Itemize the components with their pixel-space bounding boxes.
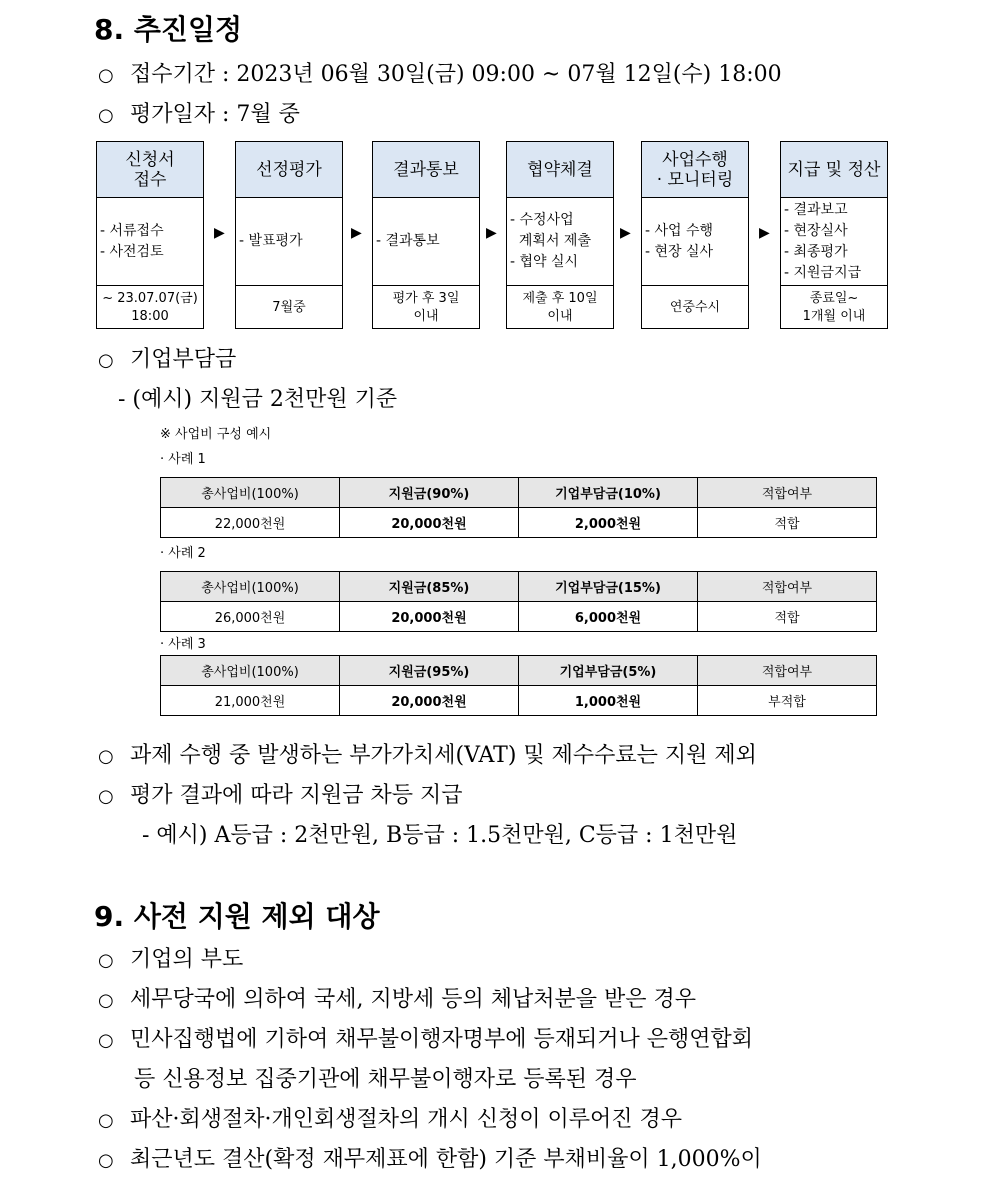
bullet-circle: ○ <box>98 990 114 1011</box>
flow-step-execution <box>641 141 749 329</box>
table-header-cell: 적합여부 <box>698 572 877 602</box>
bullet-circle: ○ <box>98 950 114 971</box>
table-cell: 21,000천원 <box>161 686 340 716</box>
exclusion-item-continuation: 등 신용정보 집중기관에 채무불이행자로 등록된 경우 <box>134 1067 637 1092</box>
grade-note: ○ 평가 결과에 따라 지원금 차등 지급 <box>98 783 463 808</box>
exclusion-item: ○ 기업의 부도 <box>98 947 244 972</box>
flow-step-body: - 발표평가 <box>236 198 342 286</box>
table-cell: 20,000천원 <box>340 508 519 538</box>
bullet-circle: ○ <box>98 1030 114 1051</box>
exclusion-item: ○ 세무당국에 의하여 국세, 지방세 등의 체납처분을 받은 경우 <box>98 987 696 1012</box>
flow-arrow-icon: ▶ <box>214 225 225 241</box>
composition-note: ※ 사업비 구성 예시 <box>160 427 272 442</box>
table-header-row <box>161 656 877 686</box>
table-header-cell: 기업부담금(10%) <box>519 478 698 508</box>
flow-step-settlement <box>780 141 888 329</box>
flow-arrow-icon: ▶ <box>759 225 770 241</box>
flow-step-body: - 결과보고 - 현장실사 - 최종평가 - 지원금지급 <box>781 198 887 286</box>
table-cell: 20,000천원 <box>340 686 519 716</box>
bullet-circle: ○ <box>98 105 114 126</box>
table-header-cell: 지원금(95%) <box>340 656 519 686</box>
table-row <box>161 686 877 716</box>
flow-step-body: - 결과통보 <box>373 198 479 286</box>
flow-step-footer: 제출 후 10일 이내 <box>522 291 598 324</box>
flow-arrow-icon: ▶ <box>351 225 362 241</box>
flow-step-footer: 연중수시 <box>669 300 721 315</box>
table-header-cell: 기업부담금(15%) <box>519 572 698 602</box>
flow-step-body: - 사업 수행 - 현장 실사 <box>642 198 748 286</box>
section-8-title: 8. 추진일정 <box>94 13 243 46</box>
flow-step-footer: 평가 후 3일 이내 <box>392 291 460 324</box>
flow-step-header: 지급 및 정산 <box>781 142 887 198</box>
bullet-circle: ○ <box>98 1110 114 1131</box>
case-label: · 사례 3 <box>160 637 206 652</box>
vat-note: ○ 과제 수행 중 발생하는 부가가치세(VAT) 및 제수수료는 지원 제외 <box>98 743 757 768</box>
table-header-cell: 총사업비(100%) <box>161 478 340 508</box>
table-header-cell: 지원금(85%) <box>340 572 519 602</box>
flow-step-agreement <box>506 141 614 329</box>
flow-step-application <box>96 141 204 329</box>
table-row <box>161 508 877 538</box>
flow-step-header: 협약체결 <box>507 142 613 198</box>
table-header-cell: 지원금(90%) <box>340 478 519 508</box>
table-cell: 1,000천원 <box>519 686 698 716</box>
case-table-3 <box>160 655 877 716</box>
application-period: ○ 접수기간 : 2023년 06월 30일(금) 09:00 ~ 07월 12일(수) 18:00 <box>98 62 782 87</box>
flow-arrow-icon: ▶ <box>486 225 497 241</box>
table-header-cell: 기업부담금(5%) <box>519 656 698 686</box>
table-cell: 22,000천원 <box>161 508 340 538</box>
table-cell: 부적합 <box>698 686 877 716</box>
bullet-circle: ○ <box>98 1150 114 1171</box>
exclusion-item: ○ 민사집행법에 기하여 채무불이행자명부에 등재되거나 은행연합회 <box>98 1027 754 1052</box>
flow-step-footer: 종료일~ 1개월 이내 <box>802 291 866 324</box>
table-header-cell: 총사업비(100%) <box>161 656 340 686</box>
table-header-cell: 적합여부 <box>698 478 877 508</box>
case-label: · 사례 2 <box>160 546 206 561</box>
table-row <box>161 602 877 632</box>
bullet-circle: ○ <box>98 746 114 767</box>
flow-step-header: 사업수행 · 모니터링 <box>642 142 748 198</box>
exclusion-item: ○ 최근년도 결산(확정 재무제표에 한함) 기준 부채비율이 1,000%이 <box>98 1147 762 1172</box>
table-cell: 26,000천원 <box>161 602 340 632</box>
bullet-circle: ○ <box>98 350 114 371</box>
table-cell: 적합 <box>698 602 877 632</box>
burden-heading: ○ 기업부담금 <box>98 347 237 372</box>
section-9-title: 9. 사전 지원 제외 대상 <box>94 900 380 933</box>
flow-step-selection <box>235 141 343 329</box>
table-header-cell: 적합여부 <box>698 656 877 686</box>
flow-step-footer: ~ 23.07.07(금) 18:00 <box>102 291 198 324</box>
case-label: · 사례 1 <box>160 452 206 467</box>
grade-example: - 예시) A등급 : 2천만원, B등급 : 1.5천만원, C등급 : 1천만원 <box>142 823 738 848</box>
table-header-row <box>161 572 877 602</box>
flow-step-body: - 수정사업 계획서 제출 - 협약 실시 <box>507 198 613 286</box>
table-cell: 20,000천원 <box>340 602 519 632</box>
flow-step-body: - 서류접수 - 사전검토 <box>97 198 203 286</box>
table-header-row <box>161 478 877 508</box>
case-table-1 <box>160 477 877 538</box>
flow-step-header: 신청서 접수 <box>97 142 203 198</box>
flow-step-header: 결과통보 <box>373 142 479 198</box>
exclusion-item: ○ 파산·회생절차·개인회생절차의 개시 신청이 이루어진 경우 <box>98 1107 683 1132</box>
bullet-circle: ○ <box>98 65 114 86</box>
flow-arrow-icon: ▶ <box>620 225 631 241</box>
table-header-cell: 총사업비(100%) <box>161 572 340 602</box>
burden-example: - (예시) 지원금 2천만원 기준 <box>118 387 398 412</box>
bullet-circle: ○ <box>98 786 114 807</box>
flow-step-notice <box>372 141 480 329</box>
table-cell: 6,000천원 <box>519 602 698 632</box>
flow-step-footer: 7월중 <box>272 300 306 315</box>
evaluation-date: ○ 평가일자 : 7월 중 <box>98 102 300 127</box>
case-table-2 <box>160 571 877 632</box>
table-cell: 2,000천원 <box>519 508 698 538</box>
flow-step-header: 선정평가 <box>236 142 342 198</box>
table-cell: 적합 <box>698 508 877 538</box>
